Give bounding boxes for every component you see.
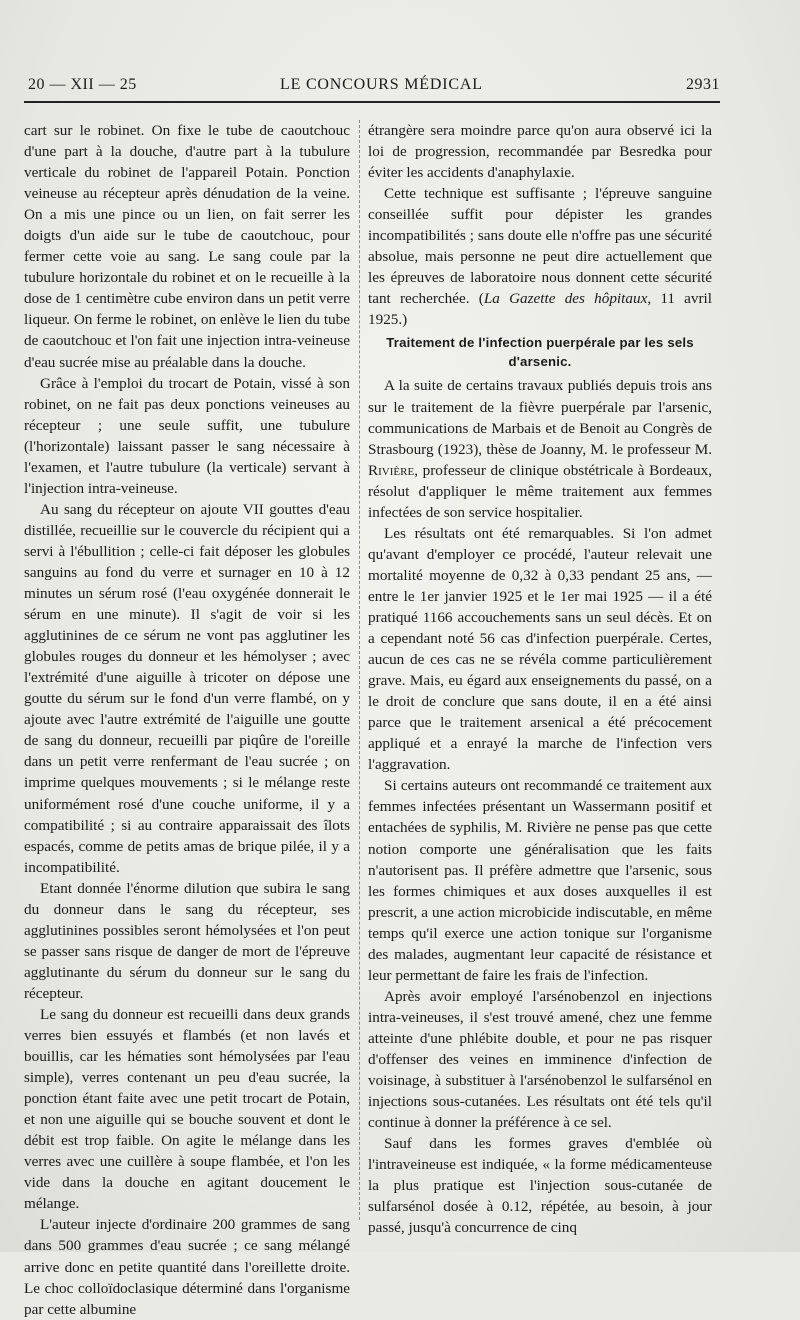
paragraph: Les résultats ont été remarquables. Si l'on admet qu'avant d'employer ce procédé, l'auteur relevait une mortalité moyenne de 0,32 à 0,33 pendant 25 ans, — entre le 1er janvier 1925 et le 1er mai 1925 — il a été pratiqué 1166 accouchements sans un seul décès. Et on a cependant noté 56 cas d'infection puerpérale. Certes, aucun de ces cas ne se révéla comme particulièrement grave. Mais, eu égard aux enseignements du passé, on a le droit de conclure que sans doute, il en a été ainsi parce que le traitement arsenical a été précocement appliqué et a enrayé la marche de l'infection vers l'aggravation. — [368, 524, 712, 774]
paragraph: Après avoir employé l'arsénobenzol en injections intra-veineuses, il s'est trouvé amené, chez une femme atteinte d'une phlébite double, et pour ne pas risquer d'offenser des veines en imminence d'infection de voisinage, à substituer à l'arsénobenzol le sulfarsénol en injections sous-cutanées. Les résultats ont été tels qu'il continue à donner la préférence à ce sel. — [368, 987, 712, 1132]
citation-journal: La Gazette des hôpitaux — [483, 290, 648, 308]
column-divider — [359, 120, 360, 1220]
page-header — [22, 76, 720, 102]
left-column — [24, 120, 350, 1318]
paragraph-text: A la suite de certains travaux publiés depuis trois ans sur le traitement de la fièvre puerpérale par l'arsenic, communications de Marbais et de Benoit au Congrès de Strasbourg (1923), thèse de Joanny, M. le professeur M. — [368, 377, 712, 458]
section-heading: Traitement de l'infection puerpérale par les sels d'arsenic. — [386, 335, 694, 370]
paragraph: cart sur le robinet. On fixe le tube de caoutchouc d'une part à la douche, d'autre part à la tubulure verticale du robinet de l'appareil Potain. Ponction veineuse au récepteur après dénudation de la veine. On a mis une pince ou un lien, on fait serrer les doigts d'un aide sur le tube de caoutchouc, pour fermer cette voie au sang. Le sang coule par la tubulure horizontale du robinet et on le recueille à la dose de 1 centimètre cube environ dans un petit verre liqueur. On ferme le robinet, on enlève le lien du tube de caoutchouc et l'on fait une injection intra-veineuse d'eau sucrée mise au préalable dans la douche. — [24, 122, 350, 371]
paragraph: Grâce à l'emploi du trocart de Potain, vissé à son robinet, on ne fait pas deux ponctions veineuses au récepteur ; une seule suffit, une tubulure (l'horizontale) laissant passer le sang nécessaire à l'examen, et l'autre tubulure (la verticale) servant à l'injection intra-veineuse. — [24, 374, 350, 497]
paragraph: Sauf dans les formes graves d'emblée où l'intraveineuse est indiquée, « la forme médicamenteuse la plus pratique est l'injection sous-cutanée de sulfarsénol dosée à 0.12, répétée, au besoin, à jour passé, jusqu'à concurrence de cinq — [368, 1135, 712, 1237]
paragraph: Si certains auteurs ont recommandé ce traitement aux femmes infectées présentant un Wassermann positif et entachées de syphilis, M. Rivière ne pense pas que cette notion comporte une généralisation que les faits n'autorisent pas. Il préfère admettre que l'arsenic, sous les formes chimiques et aux doses auxquelles il est prescrit, a une action microbicide indiscutable, en même temps qu'il exerce une action tonique sur l'organisme des malades, augmentant leur capacité de résistance et leur permettant de faire les frais de l'infection. — [368, 777, 712, 984]
citation-date: , 11 avril 1925.) — [368, 290, 712, 329]
paragraph: L'auteur injecte d'ordinaire 200 grammes de sang dans 500 grammes d'eau sucrée ; ce sang mélangé arrive donc en petite quantité dans l'oreillette droite. Le choc colloïdoclasique déterminé dans l'organisme par cette albumine — [24, 1216, 350, 1318]
paragraph: Etant donnée l'énorme dilution que subira le sang du donneur dans le sang du récepteur, ses agglutinines possibles seront hémolysées et l'on peut se passer sans risque de danger de mort de l'épreuve agglutinante du sérum du donneur sur le sang du récepteur. — [24, 879, 350, 1002]
journal-title: LE CONCOURS MÉDICAL — [280, 76, 483, 93]
paragraph: Cette technique est suffisante ; l'épreuve sanguine conseillée suffit pour dépister les grandes incompatibilités ; sans doute elle n'offre pas une sécurité absolue, mais personne ne peut dire actuellement que les épreuves de laboratoire nous donnent cette sécurité tant recherchée. (La Gazette des hôpitaux, 11 avril 1925.) — [368, 185, 712, 329]
paragraph: étrangère sera moindre parce qu'on aura observé ici la loi de progression, recommandée par Besredka pour éviter les accidents d'anaphylaxie. — [368, 122, 712, 182]
page-number: 2931 — [686, 76, 720, 93]
paragraph: Au sang du récepteur on ajoute VII gouttes d'eau distillée, recueillie sur le couvercle du récipient qui a servi à l'ébullition ; celle-ci fait déposer les globules sanguins au fond du verre et surnager en 10 à 12 minutes un sérum rosé (l'eau oxygénée donnerait le sérum en une minute). Il s'agit de voir si les agglutinines de ce sérum ne vont pas agglutiner les globules rouges du donneur et les hémolyser ; avec l'extrémité d'une aiguille à tricoter on dépose une goutte du sérum sur le fond d'un verre flambé, on y ajoute avec l'autre extrémité de l'aiguille une goutte de sang du donneur, recueilli par piqûre de l'oreille dans un petit verre renfermant de l'eau sucrée ; on imprime quelques mouvements ; si le mélange reste uniformément rosé d'une couche uniforme, il y a compatibilité ; si au contraire apparaissait des îlots espacés, comme de petits amas de brique pilée, il y a incompatibilité. — [24, 500, 350, 876]
paragraph-text: Cette technique est suffisante ; l'épreuve sanguine conseillée suffit pour dépister les grandes incompatibilités ; sans doute elle n'offre pas une sécurité absolue, mais personne ne peut dire actuellement que les épreuves de laboratoire nous donnent cette sécurité tant recherchée. — [368, 185, 712, 308]
right-column — [368, 120, 712, 1237]
paragraph: Le sang du donneur est recueilli dans deux grands verres bien essuyés et flambés (et non lavés et bouillis, car les hématies sont hémolysées par l'eau simple), verres contenant un peu d'eau sucrée, la ponction étant faite avec une petit trocart de Potain, et non une aiguille qui se bouche souvent et dont le débit est trop faible. On agite le mélange dans les verres avec une cuillère à soupe flambée, et l'on les vide dans la douche en agitant doucement le mélange. — [24, 1005, 350, 1213]
issue-date: 20 — XII — 25 — [28, 76, 137, 93]
header-rule — [24, 101, 720, 103]
paragraph — [368, 375, 712, 522]
author-name: Rivière — [368, 461, 415, 479]
paragraph-text: , professeur de clinique obstétricale à Bordeaux, résolut d'appliquer le même traitement aux femmes infectées de son service hospitalier. — [368, 461, 712, 521]
